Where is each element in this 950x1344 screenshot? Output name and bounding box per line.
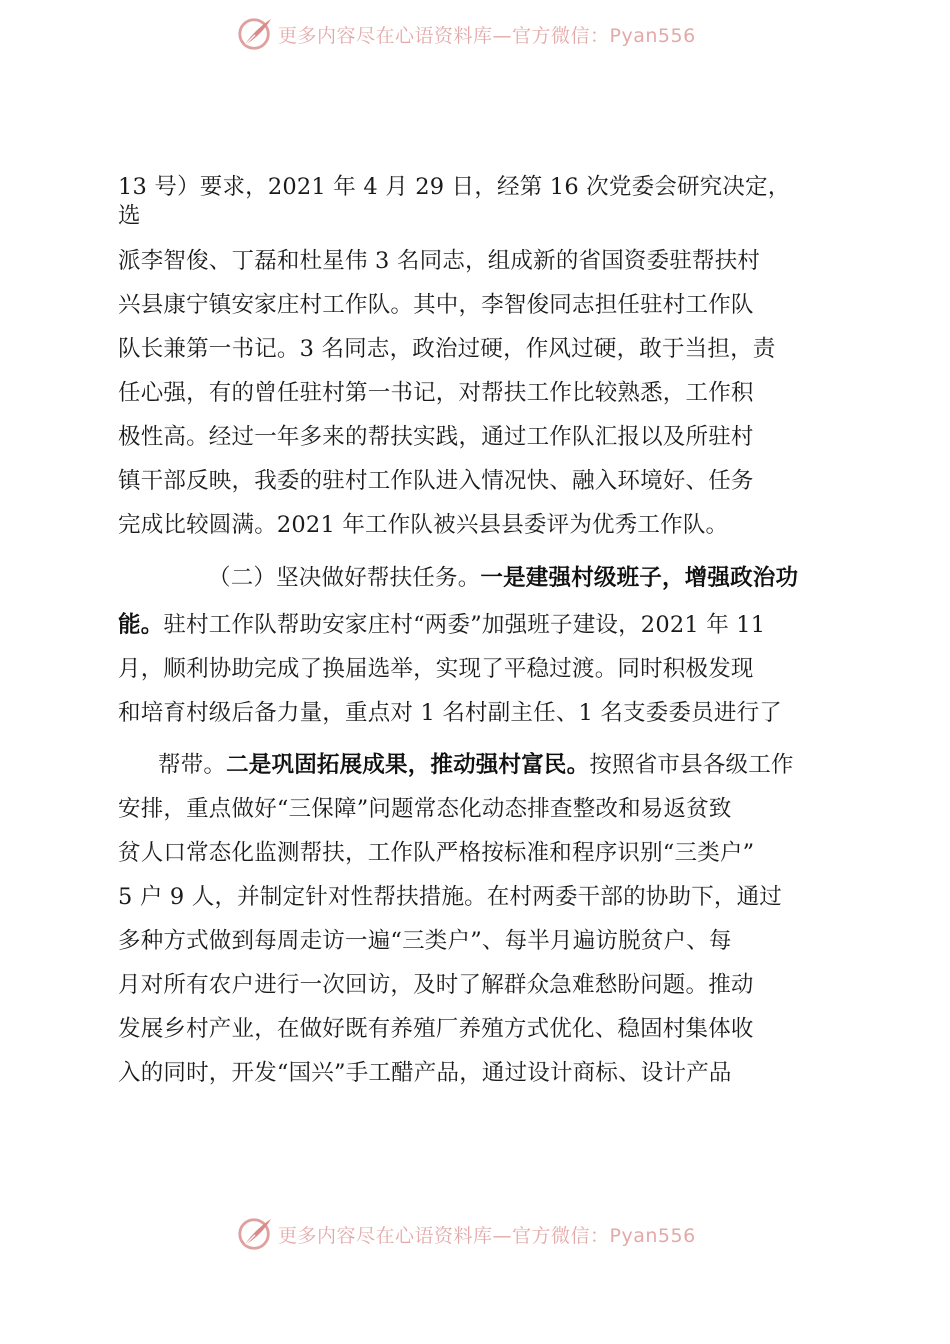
section-heading-line: （二）坚决做好帮扶任务。一是建强村级班子，增强政治功 [208,565,799,591]
text-line: 发展乡村产业，在做好既有养殖厂养殖方式优化、稳固村集体收 [118,1016,754,1042]
text-line: 月对所有农户进行一次回访，及时了解群众急难愁盼问题。推动 [118,972,754,998]
footer-watermark [0,1214,950,1254]
text-line: 镇干部反映，我委的驻村工作队进入情况快、融入环境好、任务 [118,468,754,494]
text-line: 任心强，有的曾任驻村第一书记，对帮扶工作比较熟悉，工作积 [118,380,754,406]
watermark-text: 更多内容尽在心语资料库—官方微信：Pyan556 [278,24,696,47]
text-line: 贫人口常态化监测帮扶，工作队严格按标准和程序识别“三类户” [118,840,755,866]
text-line: 队长兼第一书记。3 名同志，政治过硬，作风过硬，敢于当担，责 [118,336,776,362]
text-line: 兴县康宁镇安家庄村工作队。其中，李智俊同志担任驻村工作队 [118,292,754,318]
header-watermark [0,14,950,54]
text-line: 多种方式做到每周走访一遍“三类户”、每半月遍访脱贫户、每 [118,928,732,954]
text-line: 选 [118,203,141,229]
quill-logo-icon [236,15,274,53]
text-line: 安排，重点做好“三保障”问题常态化动态排查整改和易返贫致 [118,796,732,822]
text-line: 入的同时，开发“国兴”手工醋产品，通过设计商标、设计产品 [118,1060,732,1086]
text-line: 5 户 9 人，并制定针对性帮扶措施。在村两委干部的协助下，通过 [118,884,782,910]
text-line: 帮带。二是巩固拓展成果，推动强村富民。按照省市县各级工作 [158,752,794,778]
watermark-text: 更多内容尽在心语资料库—官方微信：Pyan556 [278,1224,696,1247]
text-line: 派李智俊、丁磊和杜星伟 3 名同志，组成新的省国资委驻帮扶村 [118,248,761,274]
text-line: 和培育村级后备力量，重点对 1 名村副主任、1 名支委委员进行了 [118,700,782,726]
text-line: 月，顺利协助完成了换届选举，实现了平稳过渡。同时积极发现 [118,656,754,682]
text-line: 13 号）要求，2021 年 4 月 29 日，经第 16 次党委会研究决定， [118,174,791,200]
text-line: 完成比较圆满。2021 年工作队被兴县县委评为优秀工作队。 [118,512,729,538]
text-line: 能。驻村工作队帮助安家庄村“两委”加强班子建设，2021 年 11 [118,612,766,638]
quill-logo-icon [236,1215,274,1253]
text-line: 极性高。经过一年多来的帮扶实践，通过工作队汇报以及所驻村 [118,424,754,450]
